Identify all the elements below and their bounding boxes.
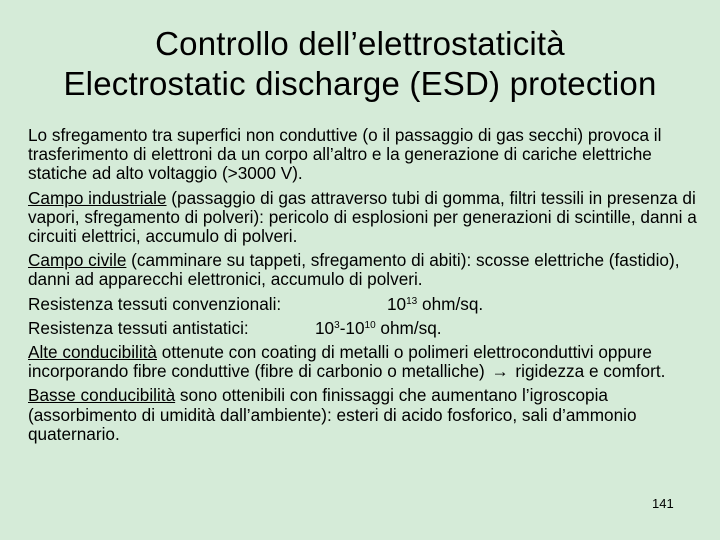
resistance-antistatic-exponent-2: 10 (364, 319, 376, 331)
civil-paragraph (28, 251, 708, 289)
high-conductivity-label: Alte conducibilità (28, 342, 157, 363)
resistance-antistatic-line (28, 319, 708, 338)
low-conductivity-paragraph (28, 386, 708, 444)
industrial-text: (passaggio di gas attraverso tubi di gomma, filtri tessili in presenza di vapori, sfregamento di polveri): pericolo di esplosioni per generazioni di scintille, danni a circuiti elettrici, accumulo di polveri. (28, 187, 697, 247)
page-number: 141 (652, 496, 674, 511)
resistance-conventional-unit: ohm/sq. (417, 293, 484, 314)
resistance-antistatic-label: Resistenza tessuti antistatici: (28, 317, 249, 338)
intro-paragraph: Lo sfregamento tra superfici non conduttive (o il passaggio di gas secchi) provoca il trasferimento di elettroni da un corpo all’altro e la generazione di cariche elettriche statiche ad alto voltaggio (>3000 V). (28, 125, 662, 184)
resistance-antistatic-base-1: 10 (315, 317, 335, 338)
title-line-italian: Controllo dell’elettrostaticità (155, 25, 565, 62)
slide-body (28, 126, 708, 449)
industrial-label: Campo industriale (28, 187, 167, 208)
high-conductivity-text-a: ottenute con coating di metalli o polimeri elettroconduttivi oppure incorporando fibre conduttive (fibre di carbonio o metalliche) (28, 342, 652, 382)
resistance-conventional-label: Resistenza tessuti convenzionali: (28, 293, 282, 314)
high-conductivity-paragraph (28, 343, 708, 381)
resistance-antistatic-separator: -10 (339, 317, 365, 338)
civil-label: Campo civile (28, 250, 127, 271)
resistance-conventional-value (387, 295, 483, 314)
resistance-conventional-line (28, 295, 708, 314)
resistance-conventional-exponent: 13 (406, 295, 418, 307)
high-conductivity-text-b: rigidezza e comfort. (510, 361, 666, 382)
civil-text: (camminare su tappeti, sfregamento di abiti): scosse elettriche (fastidio), danni ad apparecchi elettronici, accumulo di polveri. (28, 250, 680, 290)
resistance-antistatic-unit: ohm/sq. (375, 317, 442, 338)
title-line-english: Electrostatic discharge (ESD) protection (63, 65, 657, 102)
low-conductivity-label: Basse conducibilità (28, 385, 176, 406)
slide-title (20, 24, 700, 104)
industrial-paragraph (28, 189, 708, 247)
resistance-conventional-base: 10 (387, 293, 407, 314)
resistance-antistatic-exponent-1: 3 (334, 319, 340, 331)
arrow-right-icon: → (491, 361, 509, 382)
resistance-antistatic-value (315, 319, 442, 338)
low-conductivity-text: sono ottenibili con finissaggi che aumentano l’igroscopia (assorbimento di umidità dall’ambiente): esteri di acido fosforico, sali d’ammonio quaternario. (28, 385, 637, 444)
